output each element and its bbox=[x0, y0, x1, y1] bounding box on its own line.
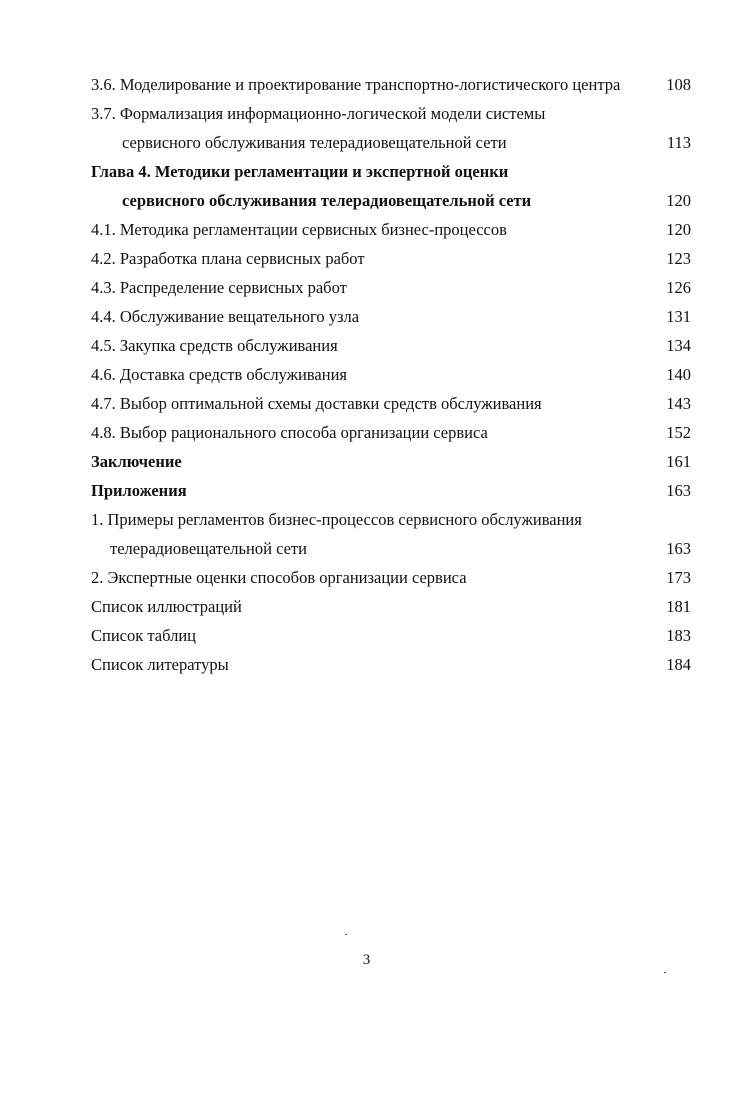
toc-entry-page: 120 bbox=[666, 220, 691, 239]
toc-entry bbox=[0, 128, 733, 157]
toc-entry bbox=[0, 99, 733, 128]
toc-entry-title: 3.6. Моделирование и проектирование транспортно-логистического центра bbox=[91, 75, 621, 94]
toc-entry-title: 4.1. Методика регламентации сервисных бизнес-процессов bbox=[91, 220, 507, 239]
toc-entry bbox=[0, 389, 733, 418]
toc-entry-title: 4.4. Обслуживание вещательного узла bbox=[91, 307, 360, 326]
toc-entry bbox=[0, 70, 733, 99]
toc-entry-page: 123 bbox=[666, 249, 691, 268]
toc-entry bbox=[0, 360, 733, 389]
toc-entry-title: сервисного обслуживания телерадиовещательной сети bbox=[122, 191, 532, 210]
scan-speck bbox=[345, 934, 347, 935]
toc-entry bbox=[0, 592, 733, 621]
toc-entry bbox=[0, 331, 733, 360]
toc-entry-title: 4.7. Выбор оптимальной схемы доставки средств обслуживания bbox=[91, 394, 542, 413]
toc-entry-title: 4.3. Распределение сервисных работ bbox=[91, 278, 347, 297]
toc-entry-page: 163 bbox=[666, 539, 691, 558]
toc-entry-title: Список литературы bbox=[91, 655, 229, 674]
toc-entry-page: 131 bbox=[666, 307, 691, 326]
toc-entry bbox=[0, 273, 733, 302]
toc-entry bbox=[0, 447, 733, 476]
toc-entry-page: 184 bbox=[666, 655, 691, 674]
toc-entry-page: 113 bbox=[666, 133, 691, 152]
toc-entry-title: 4.5. Закупка средств обслуживания bbox=[91, 336, 338, 355]
toc-entry bbox=[0, 302, 733, 331]
toc-entry-title: телерадиовещательной сети bbox=[110, 539, 307, 558]
toc-entry bbox=[0, 244, 733, 273]
toc-entry-page: 120 bbox=[666, 191, 691, 210]
toc-entry bbox=[0, 621, 733, 650]
scan-speck bbox=[664, 972, 666, 973]
toc-entry-page: 108 bbox=[666, 75, 691, 94]
toc-entry-title: 2. Экспертные оценки способов организации сервиса bbox=[91, 568, 467, 587]
toc-entry-page: 163 bbox=[666, 481, 691, 500]
toc-entry-title: 4.2. Разработка плана сервисных работ bbox=[91, 249, 365, 268]
toc-entry-title: 1. Примеры регламентов бизнес-процессов сервисного обслуживания bbox=[91, 510, 582, 529]
toc-entry-title: Список иллюстраций bbox=[91, 597, 242, 616]
toc-entry-page: 173 bbox=[666, 568, 691, 587]
toc-entry bbox=[0, 215, 733, 244]
toc-entry-page: 152 bbox=[666, 423, 691, 442]
toc-entry bbox=[0, 534, 733, 563]
toc-entry bbox=[0, 157, 733, 186]
toc-entry bbox=[0, 476, 733, 505]
toc-entry-title: сервисного обслуживания телерадиовещательной сети bbox=[122, 133, 507, 152]
toc-entry-page: 143 bbox=[666, 394, 691, 413]
toc-entry-title: Приложения bbox=[91, 481, 187, 500]
page-number: 3 bbox=[362, 952, 371, 968]
toc-entry-title: 3.7. Формализация информационно-логической модели системы bbox=[91, 104, 546, 123]
toc-entry-page: 183 bbox=[666, 626, 691, 645]
toc-entry bbox=[0, 505, 733, 534]
toc-entry-page: 140 bbox=[666, 365, 691, 384]
toc-entry bbox=[0, 563, 733, 592]
toc-entry-title: 4.8. Выбор рационального способа организации сервиса bbox=[91, 423, 488, 442]
toc-entry-page: 134 bbox=[666, 336, 691, 355]
toc-entry bbox=[0, 418, 733, 447]
toc-entry-page: 161 bbox=[666, 452, 691, 471]
toc-entry-title: 4.6. Доставка средств обслуживания bbox=[91, 365, 347, 384]
toc-entry-page: 181 bbox=[666, 597, 691, 616]
toc-entry-title: Глава 4. Методики регламентации и экспертной оценки bbox=[91, 162, 509, 181]
toc-entry bbox=[0, 186, 733, 215]
toc-entry bbox=[0, 650, 733, 679]
toc-entry-title: Список таблиц bbox=[91, 626, 196, 645]
toc-entry-page: 126 bbox=[666, 278, 691, 297]
toc-entry-title: Заключение bbox=[91, 452, 182, 471]
